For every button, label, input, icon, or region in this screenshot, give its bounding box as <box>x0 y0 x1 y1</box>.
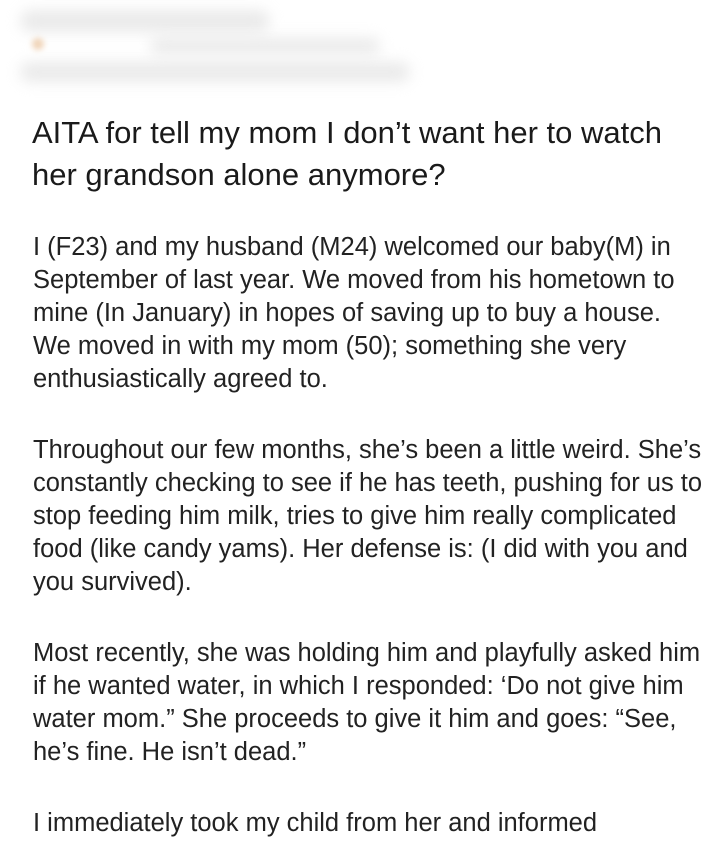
post-title: AITA for tell my mom I don’t want her to watch her grandson alone anymore? <box>32 115 662 192</box>
blurred-post-header <box>0 0 720 100</box>
post-paragraph: Throughout our few months, she’s been a little weird. She’s constantly checking to see if he has teeth, pushing for us to stop feeding him milk, tries to give him really complicated food (like candy yams). Her defense is: (I did with you and you survived). <box>33 436 703 596</box>
post-body <box>33 231 703 840</box>
post-paragraph: I immediately took my child from her and informed <box>33 809 598 837</box>
post-paragraph: Most recently, she was holding him and playfully asked him if he wanted water, in which I responded: ‘Do not give him water mom.” She proceeds to give it him and goes: “See, he’s fine. He isn’t dead.” <box>33 639 701 766</box>
blurred-username <box>150 38 380 54</box>
post-paragraph: I (F23) and my husband (M24) welcomed our baby(M) in September of last year. We moved from his hometown to mine (In January) in hopes of saving up to buy a house. We moved in with my mom (50); something she very enthusiastically agreed to. <box>33 233 675 393</box>
blurred-post-meta <box>20 62 410 82</box>
blurred-avatar <box>32 38 44 50</box>
blurred-subreddit-name <box>20 10 270 32</box>
